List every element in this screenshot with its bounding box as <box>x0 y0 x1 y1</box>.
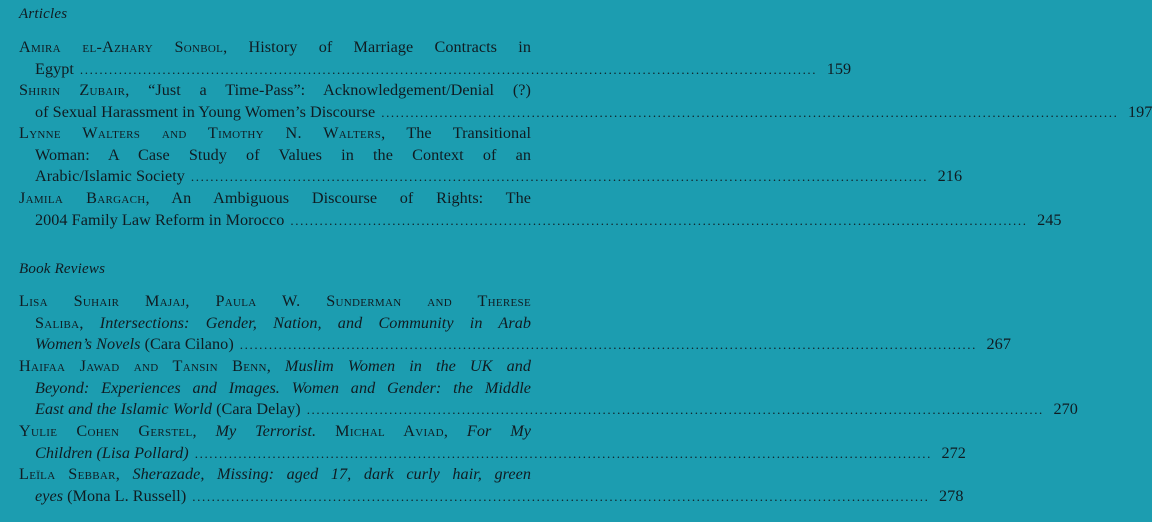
toc-entry <box>19 80 1152 123</box>
page-number: 272 <box>941 443 966 462</box>
page-number: 159 <box>826 59 852 78</box>
toc-entry: Lisa Suhair Majaj, Paula W. Sunderman and Therese Saliba, Intersections: Gender, Nation, and Community in Arab Women’s Novels (Cara Cilano) ........................................................................................................................................................ 267 <box>19 291 531 356</box>
section-heading-book-reviews: Book Reviews <box>19 261 106 277</box>
entry-title: My Terrorist. <box>215 422 317 440</box>
dot-leader: ........................................................................................................................................................ <box>192 488 930 504</box>
dot-leader: ........................................................................................................................................................ <box>79 61 818 77</box>
entry-author: Shirin Zubair <box>19 81 126 99</box>
entry-title: Muslim Women in the UK and <box>284 357 531 375</box>
entry-author: Michal Aviad <box>316 422 444 440</box>
entry-title: , An Ambiguous Discourse of Rights: The <box>145 189 531 207</box>
toc-entry <box>19 188 1062 231</box>
entry-author: Lisa Suhair Majaj, Paula W. Sunderman and Therese <box>19 292 531 310</box>
reviewer: (Mona L. Russell) <box>63 486 187 505</box>
entry-title: Woman: A Case Study of Values in the Context of an <box>35 145 531 164</box>
entry-title: Intersections: Gender, Nation, and Community in Arab <box>99 313 531 332</box>
entry-author: Amira el-Azhary Sonbol <box>19 38 224 56</box>
dot-leader: ........................................................................................................................................................ <box>290 212 1028 228</box>
toc-entry: Leïla Sebbar, Sherazade, Missing: aged 17, dark curly hair, green eyes (Mona L. Russell) ........................................................................................................................................................ 278 <box>19 464 531 507</box>
entry-title: , History of Marriage Contracts in <box>223 38 531 56</box>
entry-author: Yulie Cohen Gerstel <box>19 422 193 440</box>
dot-leader: ........................................................................................................................................................ <box>194 445 932 461</box>
entry-author: Lynne Walters and Timothy N. Walters <box>19 124 382 142</box>
page-number: 278 <box>939 486 964 505</box>
toc-entry: Haifaa Jawad and Tansin Benn, Muslim Women in the UK and Beyond: Experiences and Images. Women and Gender: the Middle East and the Islamic World (Cara Delay) ........................................................................................................................................................ 270 <box>19 356 531 421</box>
dot-leader: ........................................................................................................................................................ <box>381 104 1119 120</box>
entry-title: , “Just a Time-Pass”: Acknowledgement/Denial (?) <box>125 81 531 99</box>
toc-entry: Yulie Cohen Gerstel, My Terrorist. Michal Aviad, For My Children (Lisa Pollard) ........................................................................................................................................................ 272 <box>19 421 531 464</box>
entry-author: Saliba <box>35 313 80 332</box>
entry-title: For My <box>466 422 531 440</box>
dot-leader: ........................................................................................................................................................ <box>306 402 1044 418</box>
toc-entry <box>19 123 963 188</box>
entry-title: 2004 Family Law Reform in Morocco <box>35 210 285 229</box>
reviewer: (Cara Delay) <box>211 400 301 419</box>
entry-title: Arabic/Islamic Society <box>35 167 185 186</box>
page-number: 245 <box>1037 210 1062 229</box>
entry-title: East and the Islamic World <box>35 400 212 419</box>
entry-title: Egypt <box>35 59 74 78</box>
page-number: 270 <box>1053 400 1078 419</box>
dot-leader: ........................................................................................................................................................ <box>239 337 977 353</box>
entry-author: Haifaa Jawad and Tansin Benn <box>19 357 267 375</box>
section-heading-articles: Articles <box>19 6 68 22</box>
entry-author: Jamila Bargach <box>19 189 146 207</box>
page-number: 216 <box>937 167 963 186</box>
reviewer: (Cara Cilano) <box>140 335 234 354</box>
entry-title: Children (Lisa Pollard) <box>35 443 189 462</box>
toc-entry <box>19 37 852 80</box>
entry-title: eyes <box>35 486 64 505</box>
entry-title: Sherazade, Missing: aged 17, dark curly hair, green <box>132 465 531 483</box>
entry-title: of Sexual Harassment in Young Women’s Discourse <box>35 102 376 121</box>
dot-leader: ........................................................................................................................................................ <box>190 169 929 185</box>
entry-title: Beyond: Experiences and Images. Women and Gender: the Middle <box>35 378 531 397</box>
page-number: 197 <box>1127 102 1152 121</box>
entry-author: Leïla Sebbar <box>19 465 116 483</box>
entry-title: , The Transitional <box>381 124 531 142</box>
entry-title: Women’s Novels <box>35 335 141 354</box>
page-number: 267 <box>986 335 1011 354</box>
